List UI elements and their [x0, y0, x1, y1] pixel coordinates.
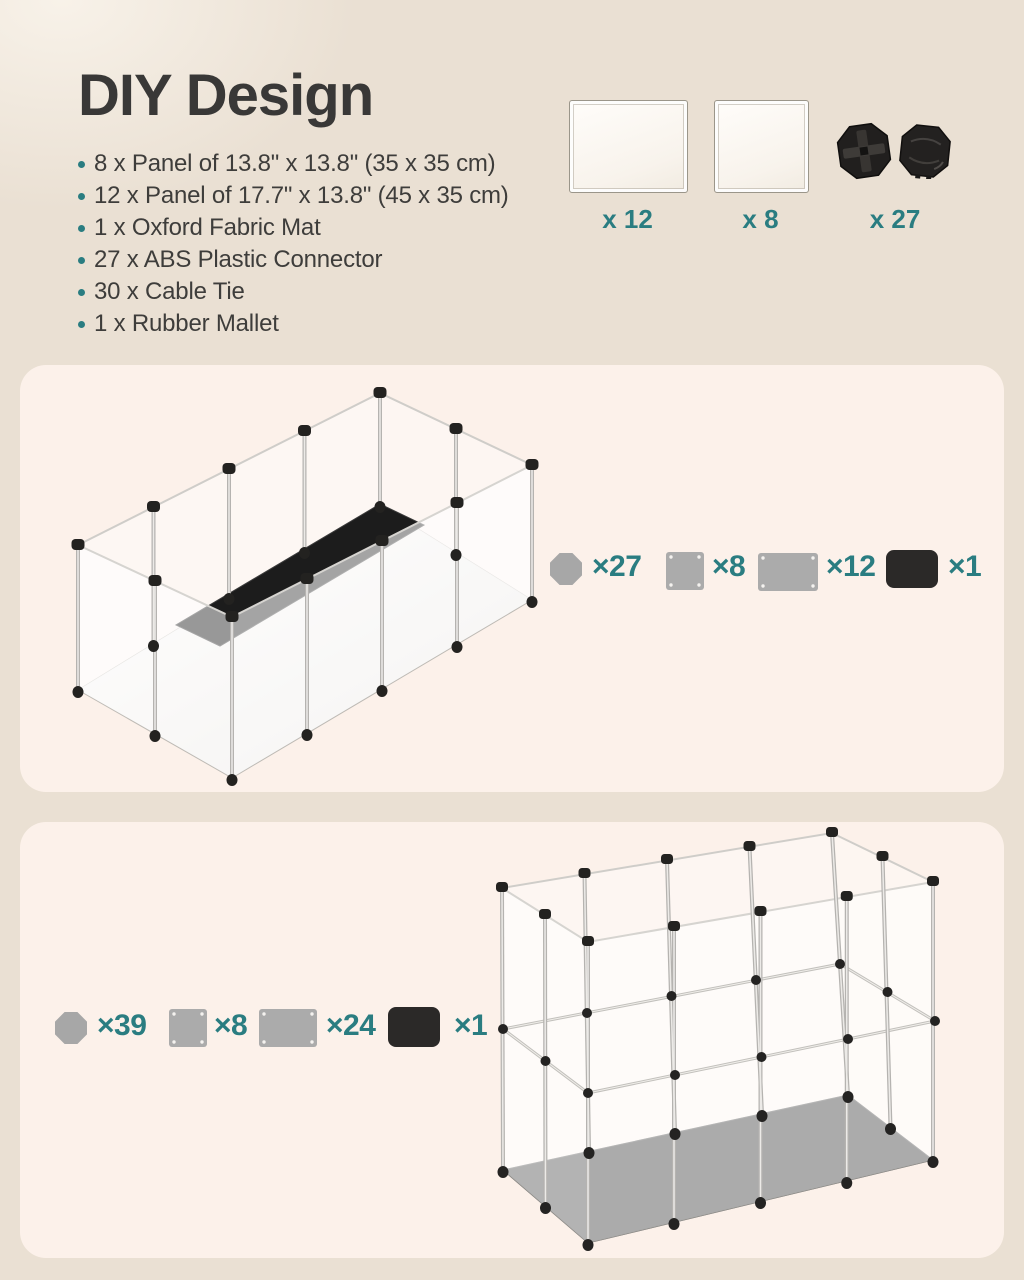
legend-count: ×8: [214, 1009, 248, 1042]
large-panel-icon: [569, 100, 688, 193]
connector-octagon-icon: [55, 1012, 87, 1044]
legend-count: ×8: [712, 550, 746, 583]
connector-back-icon: [898, 123, 952, 179]
legend-item: [55, 1012, 87, 1044]
square-panel-icon: [665, 551, 705, 591]
parts-list-item: 8 x Panel of 13.8" x 13.8" (35 x 35 cm): [78, 148, 509, 180]
legend-count: ×1: [948, 550, 982, 583]
parts-list-item: 12 x Panel of 17.7" x 13.8" (45 x 35 cm): [78, 180, 509, 212]
connector-octagon-icon: [550, 553, 582, 585]
square-panel-icon: [168, 1008, 208, 1048]
legend-count: ×27: [592, 550, 642, 583]
legend-item: [550, 553, 582, 585]
connector-front-icon: [836, 122, 892, 180]
page-title: DIY Design: [78, 63, 374, 128]
large-panel-icon: [757, 552, 819, 592]
legend-count: ×24: [326, 1009, 376, 1042]
large-panel-icon: [258, 1008, 318, 1048]
parts-list-item: 1 x Rubber Mallet: [78, 308, 509, 340]
connector-count-label: x 27: [869, 204, 921, 234]
legend-count: ×1: [454, 1009, 488, 1042]
connector-icon: [836, 120, 956, 182]
parts-list-item: 30 x Cable Tie: [78, 276, 509, 308]
fabric-mat-icon: [886, 550, 938, 588]
legend-count: ×12: [826, 550, 876, 583]
parts-list: [78, 148, 509, 340]
two-level-layout-card: [20, 822, 1004, 1258]
square-panel-icon: [714, 100, 809, 193]
panel-count-label: x 8: [742, 204, 779, 234]
single-level-layout-card: [20, 365, 1004, 792]
parts-list-item: 27 x ABS Plastic Connector: [78, 244, 509, 276]
parts-list-item: 1 x Oxford Fabric Mat: [78, 212, 509, 244]
panel-count-label: x 12: [602, 204, 653, 234]
legend-count: ×39: [97, 1009, 147, 1042]
fabric-mat-icon: [388, 1007, 440, 1047]
